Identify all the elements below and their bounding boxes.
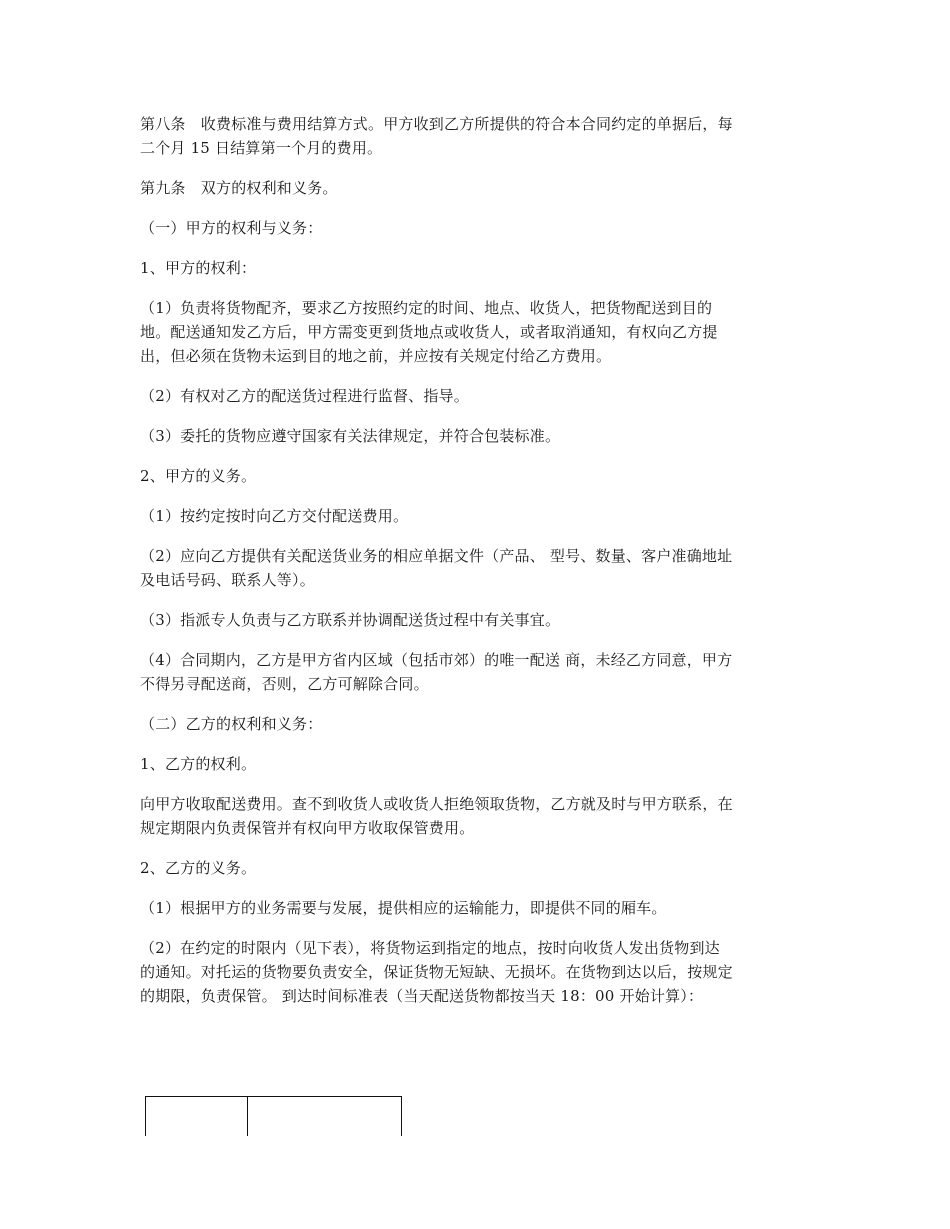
paragraph-party-a-right-1 [140,296,812,368]
text-line: 2、乙方的义务。 [140,859,257,877]
paragraph-party-a-right-3 [140,424,812,448]
text-line: 出，但必须在货物未运到目的地之前，并应按有关规定付给乙方费用。 [140,347,612,365]
paragraph-party-b-obligation-2 [140,936,812,1008]
text-line: 第九条 双方的权利和义务。 [140,179,338,197]
text-line: （1）负责将货物配齐，要求乙方按照约定的时间、地点、收货人，把货物配送到目的 [140,299,713,317]
text-line: 地。配送通知发乙方后，甲方需变更到货地点或收货人，或者取消通知，有权向乙方提 [140,323,718,341]
text-line: （2）有权对乙方的配送货过程进行监督、指导。 [140,387,469,405]
text-line: 1、甲方的权利： [140,259,257,277]
paragraph-party-b-rights [140,792,812,840]
paragraph-party-a-obligation-3 [140,608,812,632]
text-line: （3）委托的货物应遵守国家有关法律规定，并符合包装标准。 [140,427,561,445]
text-line: 1、乙方的权利。 [140,755,257,773]
table-column-border [247,1096,248,1136]
text-line: 规定期限内负责保管并有权向甲方收取保管费用。 [140,819,475,837]
text-line: （3）指派专人负责与乙方联系并协调配送货过程中有关事宜。 [140,611,561,629]
text-line: 第八条 收费标准与费用结算方式。甲方收到乙方所提供的符合本合同约定的单据后，每 [140,115,733,133]
section-heading-party-b [140,712,812,736]
arrival-time-table [145,1096,402,1136]
text-line: （1）按约定按时向乙方交付配送费用。 [140,507,409,525]
text-line: （2）在约定的时限内（见下表），将货物运到指定的地点，按时向收货人发出货物到达 [140,939,720,957]
paragraph-party-a-obligation-4 [140,648,812,696]
text-line: （二）乙方的权利和义务： [140,715,323,733]
paragraph-article-9 [140,176,812,200]
text-line: （一）甲方的权利与义务： [140,219,323,237]
text-line: （1）根据甲方的业务需要与发展，提供相应的运输能力，即提供不同的厢车。 [140,899,667,917]
table-column-border [145,1096,146,1136]
table-top-border [145,1096,402,1097]
subheading-party-b-rights [140,752,812,776]
paragraph-party-a-obligation-2 [140,544,812,592]
text-line: 及电话号码、联系人等）。 [140,571,315,589]
text-line: （4）合同期内，乙方是甲方省内区域（包括市郊）的唯一配送 商，未经乙方同意，甲方 [140,651,733,669]
subheading-party-b-obligations [140,856,812,880]
document-body [140,112,812,1024]
text-line: 不得另寻配送商，否则，乙方可解除合同。 [140,675,429,693]
subheading-party-a-obligations [140,464,812,488]
text-line: 向甲方收取配送费用。查不到收货人或收货人拒绝领取货物，乙方就及时与甲方联系，在 [140,795,733,813]
paragraph-article-8 [140,112,812,160]
text-line: 二个月 15 日结算第一个月的费用。 [140,139,383,157]
section-heading-party-a [140,216,812,240]
text-line: （2）应向乙方提供有关配送货业务的相应单据文件（产品、 型号、数量、客户准确地址 [140,547,733,565]
paragraph-party-b-obligation-1 [140,896,812,920]
text-line: 的通知。对托运的货物要负责安全，保证货物无短缺、无损坏。在货物到达以后，按规定 [140,963,733,981]
paragraph-party-a-right-2 [140,384,812,408]
paragraph-party-a-obligation-1 [140,504,812,528]
text-line: 2、甲方的义务。 [140,467,257,485]
subheading-party-a-rights [140,256,812,280]
table-column-border [401,1096,402,1136]
text-line: 的期限，负责保管。 到达时间标准表（当天配送货物都按当天 18：00 开始计算）： [140,987,704,1005]
